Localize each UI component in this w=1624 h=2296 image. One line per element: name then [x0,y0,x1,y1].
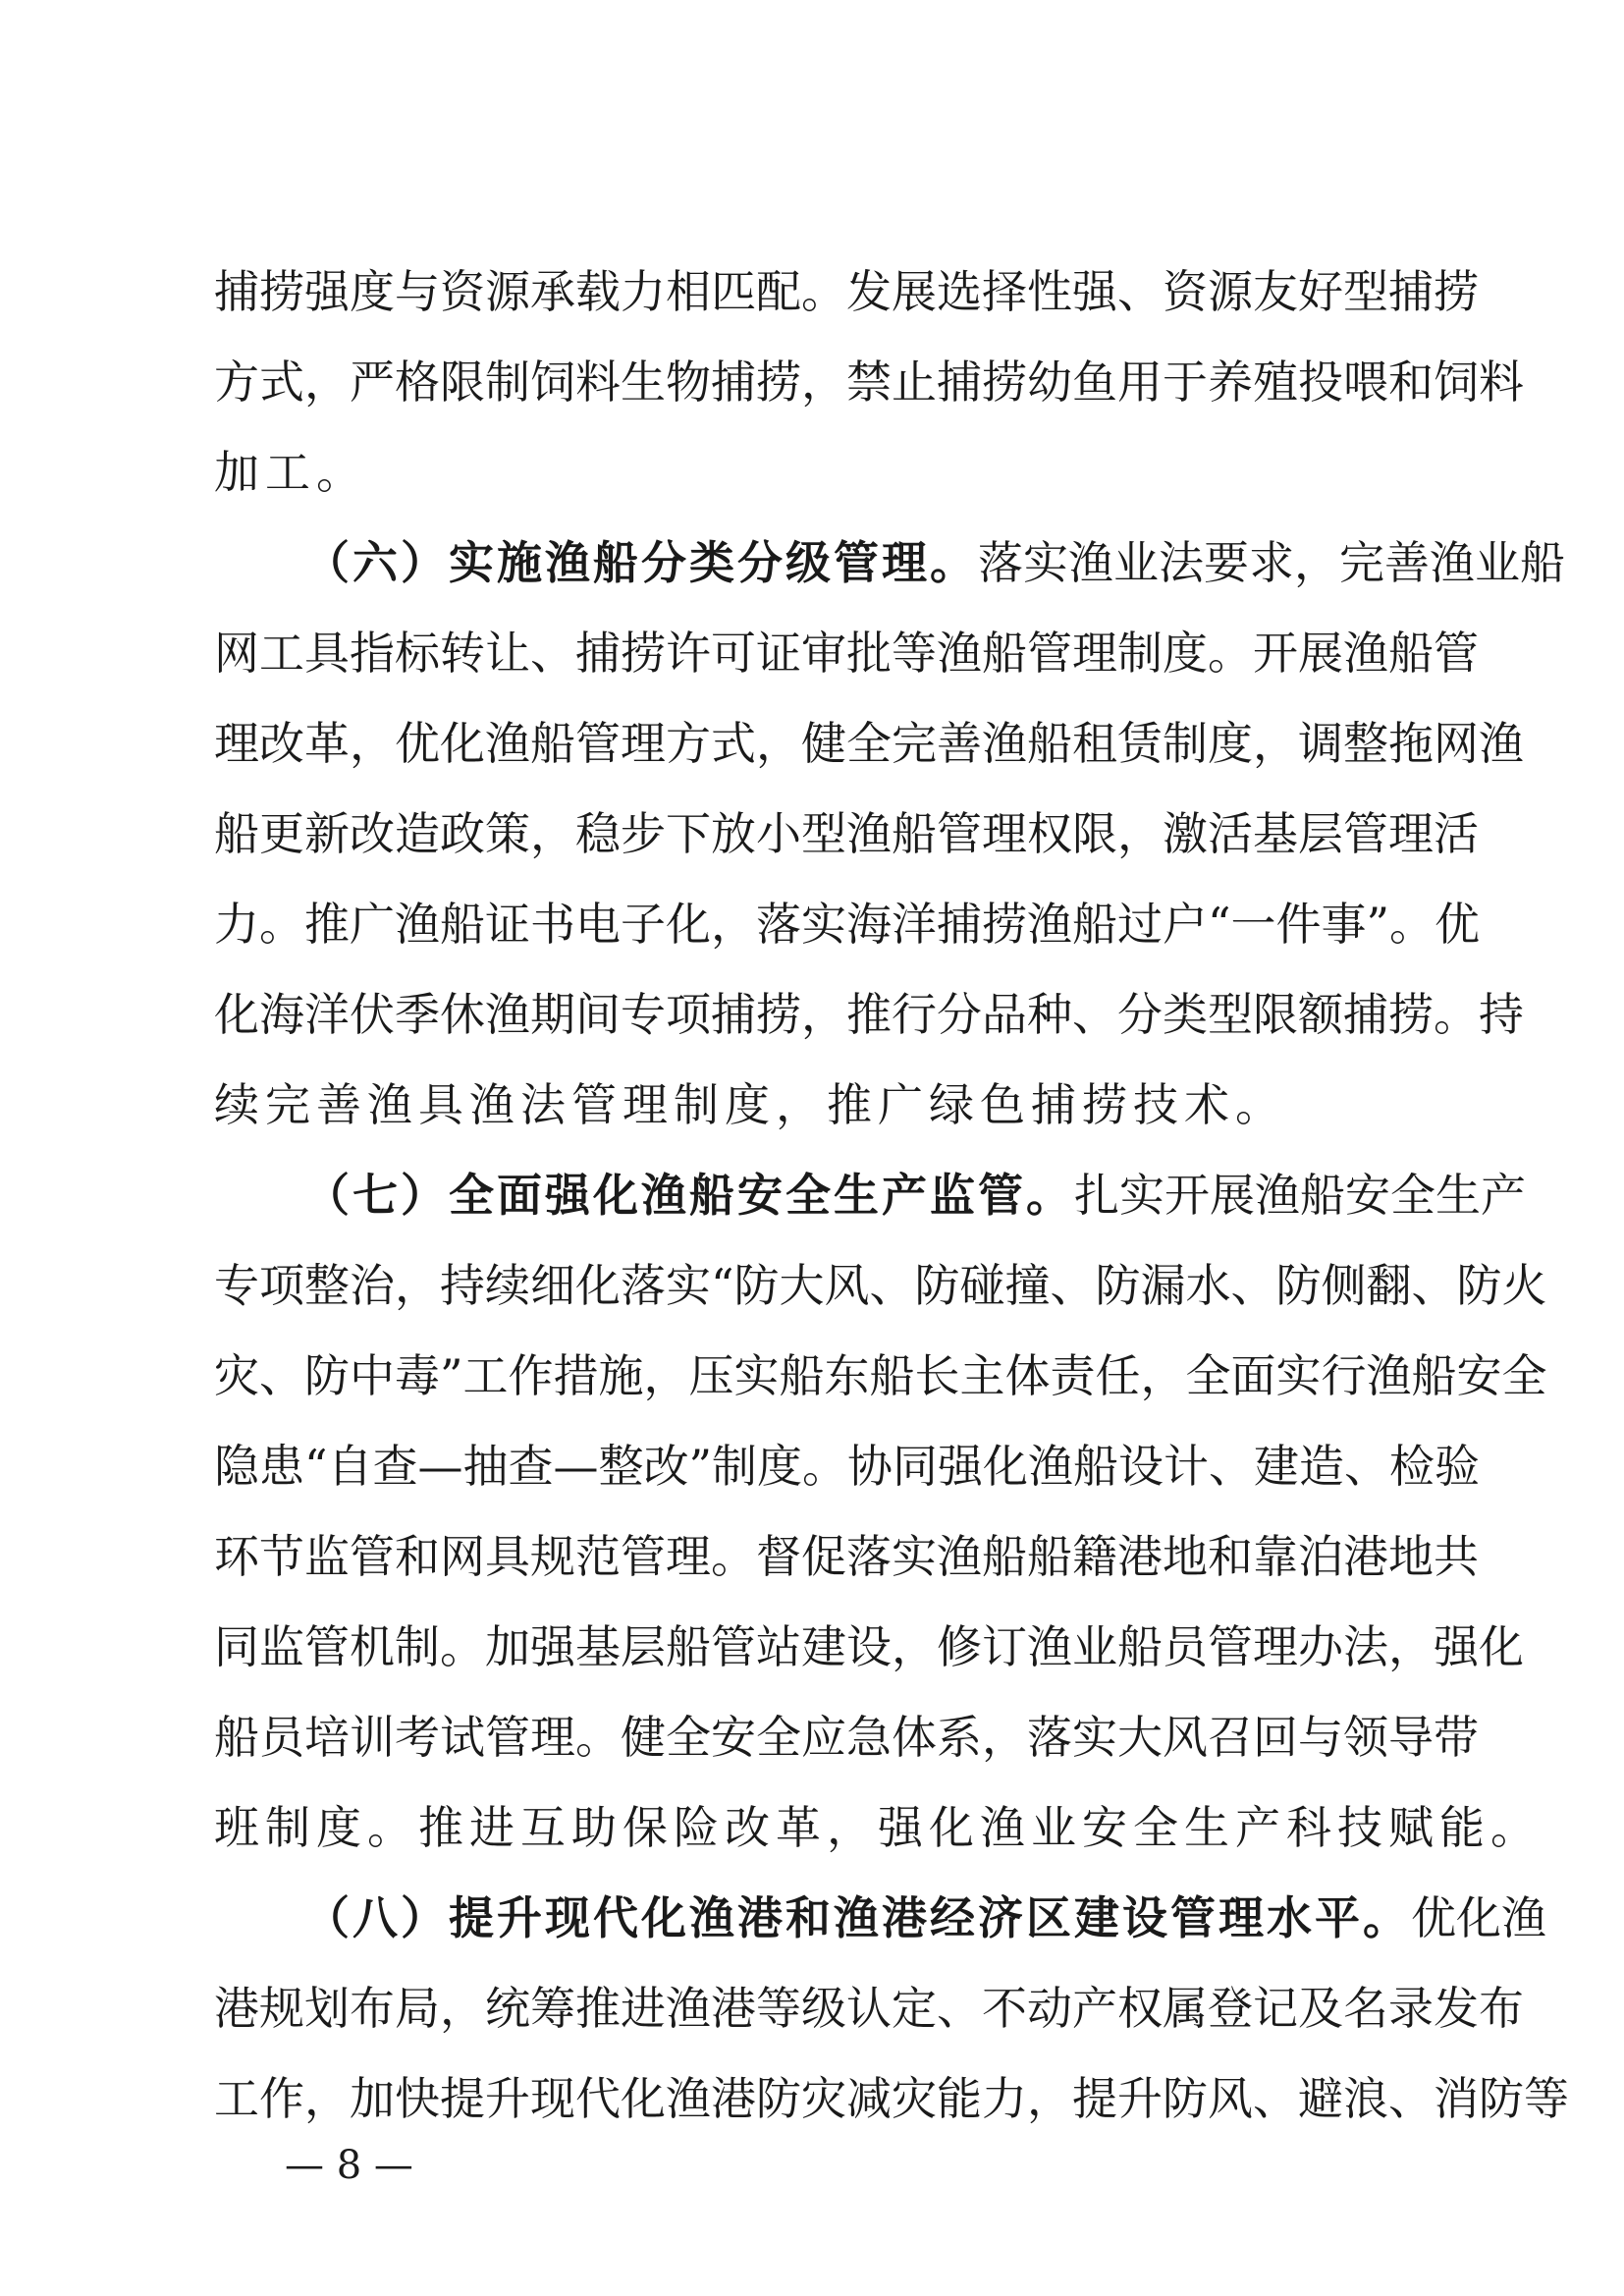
text-line [304,1161,1526,1230]
text-line: 网工具指标转让、捕捞许可证审批等渔船管理制度。开展渔船管 [214,627,1479,680]
section-heading: （六）实施渔船分类分级管理。 [304,536,978,589]
text-line [304,528,1565,597]
text-line: 加工。 [214,446,367,499]
text-line [304,1884,1546,1952]
text-line: 灾、防中毒”工作措施，压实船东船长主体责任，全面实行渔船安全 [214,1349,1547,1402]
text-line: 船员培训考试管理。健全安全应急体系，落实大风召回与领导带 [214,1711,1479,1764]
text-line: 专项整治，持续细化落实“防大风、防碰撞、防漏水、防侧翻、防火 [214,1259,1547,1312]
text-line-body: 优化渔 [1411,1891,1546,1944]
text-line: 力。推广渔船证书电子化，落实海洋捕捞渔船过户“一件事”。优 [214,898,1481,951]
text-line: 续完善渔具渔法管理制度，推广绿色捕捞技术。 [214,1078,1286,1131]
text-line: 化海洋伏季休渔期间专项捕捞，推行分品种、分类型限额捕捞。持 [214,988,1524,1041]
text-line: 工作，加快提升现代化渔港防灾减灾能力，提升防风、避浪、消防等 [214,2072,1569,2125]
section-heading: （七）全面强化渔船安全生产监管。 [304,1169,1074,1222]
text-line: 班制度。推进互助保险改革，强化渔业安全生产科技赋能。 [214,1801,1542,1854]
text-line: 同监管机制。加强基层船管站建设，修订渔业船员管理办法，强化 [214,1620,1524,1673]
text-line: 隐患“自查—抽查—整改”制度。协同强化渔船设计、建造、检验 [214,1440,1481,1493]
text-line: 捕捞强度与资源承载力相匹配。发展选择性强、资源友好型捕捞 [214,265,1479,318]
text-line: 理改革，优化渔船管理方式，健全完善渔船租赁制度，调整拖网渔 [214,717,1524,770]
text-line: 船更新改造政策，稳步下放小型渔船管理权限，激活基层管理活 [214,807,1479,860]
section-heading: （八）提升现代化渔港和渔港经济区建设管理水平。 [304,1891,1411,1944]
text-line-body: 扎实开展渔船安全生产 [1074,1169,1526,1222]
text-line: 方式，严格限制饲料生物捕捞，禁止捕捞幼鱼用于养殖投喂和饲料 [214,355,1524,409]
page-number: — 8 — [285,2143,413,2188]
text-line: 港规划布局，统筹推进渔港等级认定、不动产权属登记及名录发布 [214,1982,1524,2035]
text-line-body: 落实渔业法要求，完善渔业船 [978,536,1565,589]
text-line: 环节监管和网具规范管理。督促落实渔船船籍港地和靠泊港地共 [214,1530,1479,1583]
